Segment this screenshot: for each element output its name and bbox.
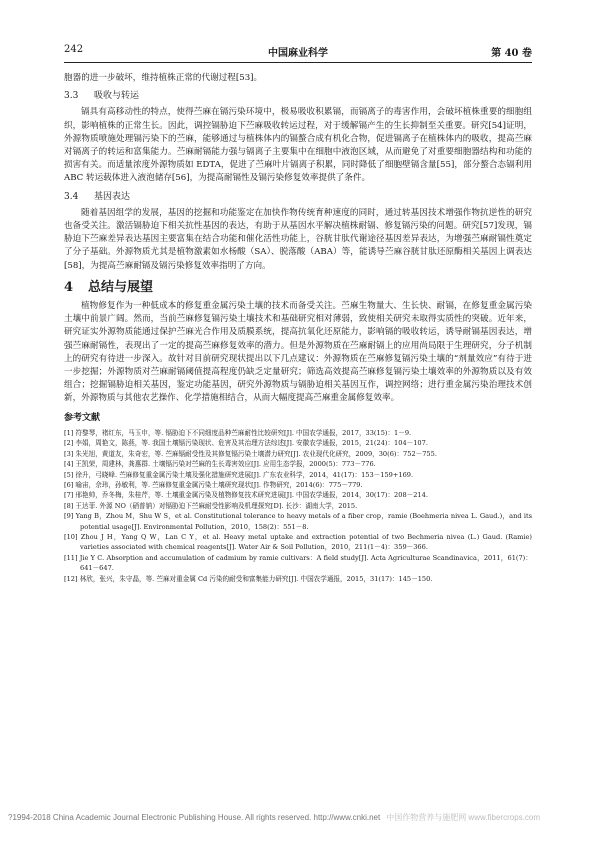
section-number: 3.4 (64, 191, 79, 202)
copyright-notice: ?1994-2018 China Academic Journal Electronic Publishing House. All rights reserved. http://www.cnki.net (8, 813, 381, 822)
reference-item: [3] 朱光旭，黄道友，朱奇宏，等. 苎麻镉耐受性及其修复镉污染土壤潜力研究[J]. 农业现代化研究，2009，30(6)：752－755. (64, 449, 437, 458)
reference-item: [6] 喻宙，佘玮，孙敏利，等. 苎麻修复重金属污染土壤研究现状[J]. 作物研究，2014(6)：775－779. (64, 480, 363, 489)
section-heading (64, 191, 532, 204)
section-title: 吸收与转运 (94, 91, 140, 102)
reference-item: [2] 李娟，周艳文，陈燕，等. 我国土壤镉污染现状、危害及其治理方法综述[J]. 安徽农学通报，2015，21(24)：104－107. (64, 439, 428, 448)
journal-title: 中国麻业科学 (268, 48, 328, 59)
paragraph: 植物修复作为一种低成本的修复重金属污染土壤的技术而备受关注。苎麻生物量大、生长快、耐镉，在修复重金属污染土壤中前景广阔。然而，当前苎麻修复镉污染土壤技术和基础研究相对薄弱，致使相关研究未取得实质性的突破。近年来，研究证实外源物质能通过保护苎麻光合作用及质膜系统，提高抗氧化还原能力，影响镉的吸收转运，诱导耐镉基因表达，增强苎麻耐镉性，表现出了一定的提高苎麻修复效率的潜力。但是外源物质在苎麻耐镉上的应用尚局限于生理研究，分子机制上的研究有待进一步深入。故针对目前研究现状提出以下几点建议：外源物质在苎麻修复镉污染土壤的“剂量效应”有待于进一步挖掘；外源物质对苎麻耐镉阈值提高程度仍缺乏定量研究；筛选高效提高苎麻修复镉污染土壤效率的外源物质以及有效组合；挖掘镉胁迫相关基因，鉴定功能基因，研究外源物质与镉胁迫相关基因互作，调控网络；进行重金属污染治理技术创新，外源物质与其他农艺操作、化学措施相结合，从而大幅度提高苎麻重金属修复效率。 (64, 301, 532, 404)
reference-item: [9] Yang B，Zhou M，Shu W S，et al. Constitutional tolerance to heavy metals of a fiber crop，ramie (Boehmeria nivea L. Gaud.)，and its potential usage[J]. Environmental Pollution，2010，158(2)：551－8. (64, 512, 532, 531)
page-number: 242 (64, 44, 84, 55)
section-title: 基因表达 (94, 191, 131, 202)
paragraph: 镉具有高移动性的特点，使得苎麻在镉污染环境中，极易吸收积累镉，而镉离子的毒害作用，会破坏植株重要的细胞组织，影响植株的正常生长。因此，调控镉胁迫下苎麻吸收转运过程，对于缓解镉产生的生长抑制至关重要。研究[54]证明，外源物质喷施处理镉污染下的苎麻，能够通过与植株体内的镉螯合成有机化合物，促进镉离子在植株体内的吸收，提高苎麻对镉离子的转运和富集能力。苎麻耐镉能力强与镉离子主要集中在细胞中液泡区域，从而避免了对重要细胞器结构和功能的损害有关。而适量浓度外源物质如 EDTA，促进了苎麻叶片镉离子积累，同时降低了细胞壁镉含量[55]，部分螯合态镉利用 ABC 转运载体进入液泡储存[56]，为提高耐镉性及镉污染修复效率提供了条件。 (64, 107, 532, 184)
references-heading: 参考文献 (64, 412, 101, 423)
article-body (64, 72, 532, 584)
reference-item: [7] 邢艳帅，乔冬梅，朱桂芹，等. 土壤重金属污染及植物修复技术研究进展[J]. 中国农学通报，2014，30(17)：208－214. (64, 491, 428, 500)
paragraph: 胞器的进一步破坏，维持植株正常的代谢过程[53]。 (64, 73, 263, 83)
section-heading (64, 90, 532, 103)
reference-item: [1] 符黎琴，褚红东，马玉申，等. 镉胁迫下不同细度品种苎麻耐性比较研究[J]. 中国农学通报，2017，33(15)：1－9. (64, 428, 412, 437)
reference-item: [11] Jie Y C. Absorption and accumulation of cadmium by ramie cultivars：A field study[J]. Acta Agriculturae Scandinavica，2011，61(7)：641－647. (64, 553, 532, 573)
chapter-number: 4 (64, 279, 74, 295)
chapter-title: 总结与展望 (88, 279, 154, 295)
watermark-text: 中国作物营养与施肥网 www.fibercrops.com (386, 813, 540, 822)
page-footer (8, 812, 588, 823)
reference-item: [5] 徐升，弓晓峰. 苎麻修复重金属污染土壤及强化措施研究进展[J]. 广东农业科学，2014，41(17)：153－159+169. (64, 470, 414, 479)
reference-list (64, 428, 532, 584)
chapter-heading (64, 281, 532, 294)
header-rule (64, 62, 532, 63)
paragraph: 随着基因组学的发展，基因的挖掘和功能鉴定在加快作物传统育种速度的同时，通过转基因技术增强作物抗逆性的研究也备受关注。激活镉胁迫下相关抗性基因的表达，有助于从基因水平解决植株耐镉、修复镉污染的问题。研究[57]发现，镉胁迫下苎麻差异表达基因主要富集在结合功能和催化活性功能上，谷胱甘肽代谢途径基因差异表达，为增强苎麻耐镉性奠定了分子基础。外源物质尤其是植物激素如水杨酸（SA）、脱落酸（ABA）等，能诱导苎麻谷胱甘肽还原酶相关基因上调表达[58]，为提高苎麻耐镉及镉污染修复效率指明了方向。 (64, 207, 532, 271)
volume-label: 第 40 卷 (491, 48, 532, 59)
section-number: 3.3 (64, 91, 79, 102)
reference-item: [12] 林欣，张兴，朱守晶，等. 苎麻对重金属 Cd 污染的耐受和富集能力研究[J]. 中国农学通报，2015，31(17)：145－150. (64, 574, 433, 583)
reference-item: [10] Zhou J H，Yang Q W，Lan C Y，et al. Heavy metal uptake and extraction potential of two Bechmeria nivea (L.) Gaud. (Ramie) varieties associated with chemical reagents[J]. Water Air & Soil Pollution，2010，211(1－4)：359－366. (64, 532, 532, 552)
page-header (64, 44, 532, 60)
reference-item: [4] 王凯荣，周建林，龚惠群. 土壤镉污染对苎麻的生长毒害效应[J]. 应用生态学报，2000(5)：773－776. (64, 460, 376, 469)
reference-item: [8] 王达菲. 外源 NO（硝普钠）对镉胁迫下苎麻耐受性影响及机理探究[D]. 长沙：湖南大学，2015. (64, 501, 358, 510)
